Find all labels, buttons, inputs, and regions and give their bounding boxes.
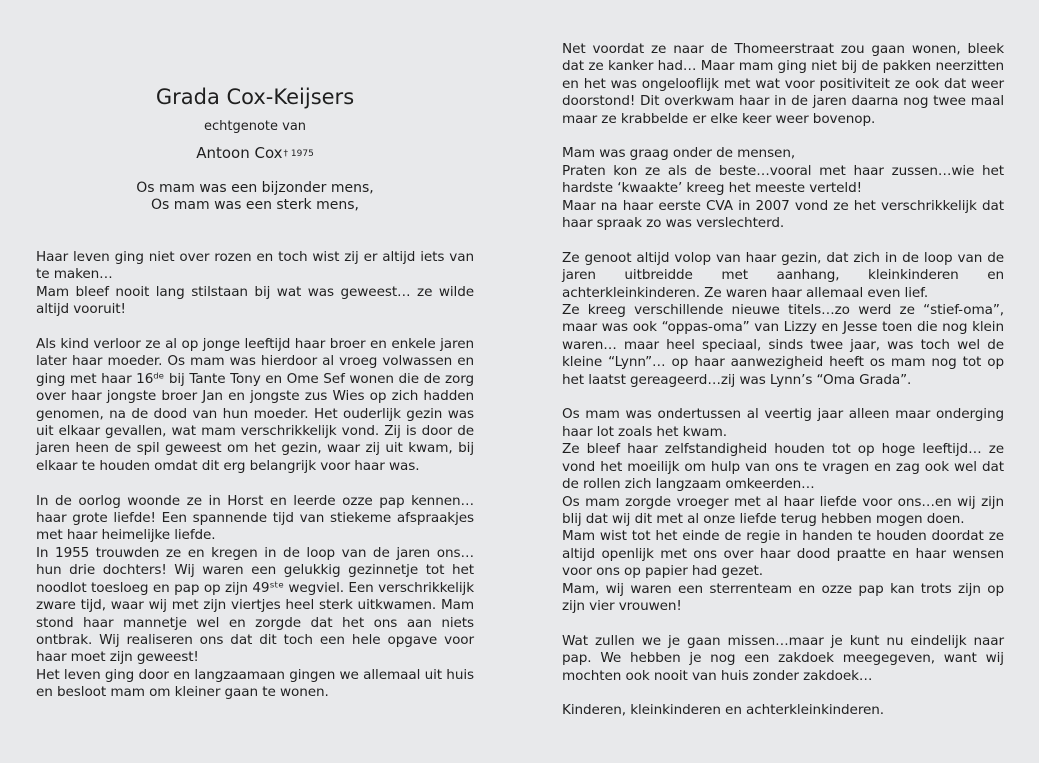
text-line: Net voordat ze naar de Thomeerstraat zou gaan wonen, bleek dat ze kanker had… Maar mam ging niet bij de pakken neerzitten en het was ongelooflijk met wat voor positiviteit ze ook dat weer doorstond! Dit overkwam haar in de jaren daarna nog twee maal maar ze krabbelde er elke keer weer bovenop.: [562, 41, 1004, 127]
text-line: Wat zullen we je gaan missen…maar je kunt nu eindelijk naar pap. We hebben je nog een zakdoek meegegeven, want wij mochten ook nooit van huis zonder zakdoek…: [562, 632, 1004, 684]
signature-line: [562, 702, 1004, 719]
text-line: Kinderen, kleinkinderen en achterkleinkinderen.: [562, 702, 885, 719]
text-line: Mam, wij waren een sterrenteam en ozze pap kan trots zijn op zijn vier vrouwen!: [562, 580, 1004, 614]
motto: [100, 180, 410, 214]
paragraph: [562, 250, 1004, 389]
text-line: Ze genoot altijd volop van haar gezin, dat zich in de loop van de jaren uitbreidde met aanhang, kleinkinderen en achterkleinkinderen. Ze waren haar allemaal even lief.: [562, 249, 1004, 301]
text-line: Ze bleef haar zelfstandigheid houden tot op hoge leeftijd… ze vond het moeilijk om hulp van ons te vragen en zag ook wel dat de rollen zich langzaam omkeerden…: [562, 441, 1004, 493]
paragraph: [36, 336, 474, 475]
text-line: Het leven ging door en langzaamaan gingen we allemaal uit huis en besloot mam om kleiner gaan te wonen.: [36, 666, 474, 701]
text-line: Mam was graag onder de mensen,: [562, 145, 796, 162]
paragraph: [562, 406, 1004, 615]
text-line: Os mam zorgde vroeger met al haar liefde voor ons…en wij zijn blij dat wij dit met al onze liefde terug hebben mogen doen.: [562, 493, 1004, 527]
deceased-name: Grada Cox-Keijsers: [155, 85, 355, 109]
spouse-line: [100, 144, 410, 163]
spouse-death-year: † 1975: [283, 149, 314, 159]
paragraph: [36, 493, 474, 702]
paragraph: [36, 249, 474, 319]
motto-line: Os mam was een bijzonder mens,: [136, 180, 374, 196]
left-column: [36, 249, 474, 719]
text-line: In de oorlog woonde ze in Horst en leerde ozze pap kennen… haar grote liefde! Een spannende tijd van stiekeme afspraakjes met haar heimelijke liefde.: [36, 492, 474, 544]
spouse-name: Antoon Cox: [196, 144, 283, 162]
text-line: Praten kon ze als de beste…vooral met haar zussen…wie het hardste ‘kwaakte’ kreeg het meeste verteld!: [562, 162, 1004, 197]
paragraph: [562, 633, 1004, 685]
text-line: Als kind verloor ze al op jonge leeftijd haar broer en enkele jaren later haar moeder. Os mam was hierdoor al vroeg volwassen en ging met haar 16ᵈᵉ bij Tante Tony en Ome Sef wonen die de zorg over haar jongste broer Jan en jongste zus Wies op zich hadden genomen, na de dood van hun moeder. Het ouderlijk gezin was uit elkaar gevallen, wat mam verschrikkelijk vond. Zij is door de jaren heen de spil geweest om het gezin, waar zij uit kwam, bij elkaar te houden omdat dit erg belangrijk voor haar was.: [36, 336, 474, 474]
right-column: [562, 41, 1004, 737]
text-line: Haar leven ging niet over rozen en toch wist zij er altijd iets van te maken…: [36, 249, 474, 283]
text-line: Maar na haar eerste CVA in 2007 vond ze het verschrikkelijk dat haar spraak zo was verslechterd.: [562, 197, 1004, 232]
motto-line: Os mam was een sterk mens,: [151, 197, 359, 213]
text-line: Mam bleef nooit lang stilstaan bij wat was geweest… ze wilde altijd vooruit!: [36, 283, 474, 318]
text-line: In 1955 trouwden ze en kregen in de loop van de jaren ons… hun drie dochters! Wij waren een gelukkig gezinnetje tot het noodlot toesloeg en pap op zijn 49ˢᵗᵉ wegviel. Een verschrikkelijk zware tijd, waar wij met zijn viertjes heel sterk uitkwamen. Mam stond haar mannetje wel en zorgde dat het ons aan niets ontbrak. Wij realiseren ons dat dit toch een hele opgave voor haar moet zijn geweest!: [36, 544, 474, 666]
text-line: Mam wist tot het einde de regie in handen te houden doordat ze altijd openlijk met ons over haar dood praatte en haar wensen voor ons op papier had gezet.: [562, 528, 1004, 580]
paragraph: [562, 41, 1004, 128]
spouse-label: echtgenote van: [203, 119, 307, 134]
paragraph: [562, 145, 1004, 232]
text-line: Ze kreeg verschillende nieuwe titels…zo werd ze “stief-oma”, maar was ook “oppas-oma” van Lizzy en Jesse toen die nog klein waren… maar heel speciaal, sinds twee jaar, was toch wel de kleine “Lynn”… op haar aanwezigheid heeft os mam nog tot op het laatst gereageerd…zij was Lynn’s “Oma Grada”.: [562, 302, 1004, 388]
text-line: Os mam was ondertussen al veertig jaar alleen maar onderging haar lot zoals het kwam.: [562, 406, 1004, 440]
